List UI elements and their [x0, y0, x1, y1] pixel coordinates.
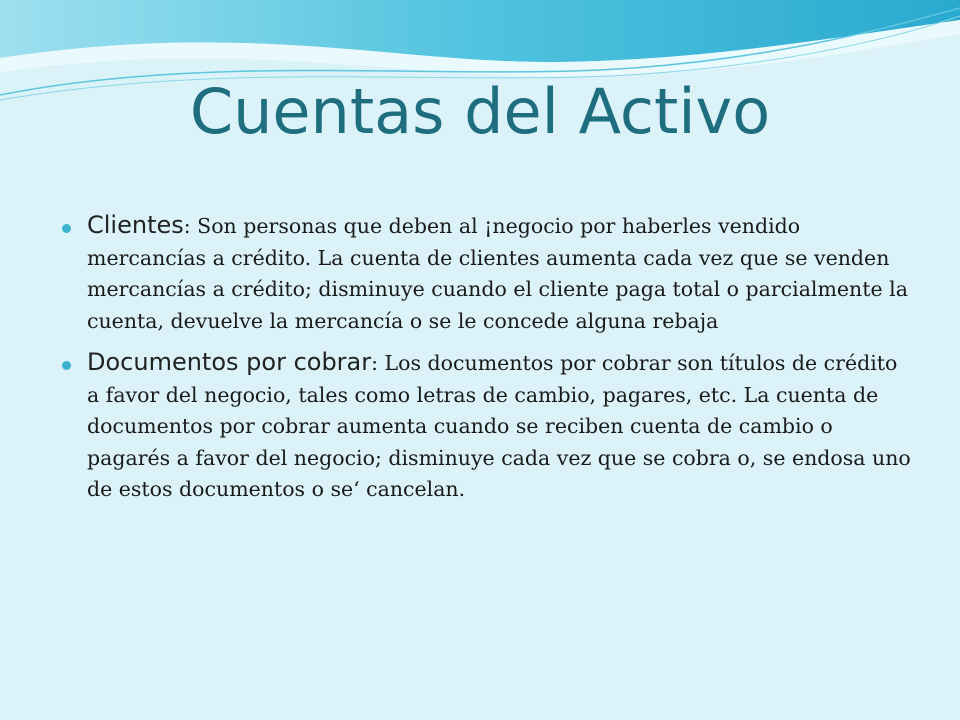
term-label: Clientes — [87, 211, 184, 239]
term-description: : Los documentos por cobrar son títulos de crédito a favor del negocio, tales como letras de cambio, pagares, etc. La cuenta de documentos por cobrar aumenta cuando se reciben cuenta de cambio o pagarés a favor del negocio; disminuye cada vez que se cobra o, se endosa uno de estos documentos o se‘ cancelan. — [87, 351, 911, 501]
term-description: : Son personas que deben al ¡negocio por haberles vendido mercancías a crédito. La cuenta de clientes aumenta cada vez que se venden mercancías a crédito; disminuye cuando el cliente paga total o parcialmente la cuenta, devuelve la mercancía o se le concede alguna rebaja — [87, 214, 908, 333]
slide-title: Cuentas del Activo — [189, 75, 771, 148]
term-label: Documentos por cobrar — [87, 348, 372, 376]
bullet-dot-icon — [62, 361, 71, 370]
bullet-dot-icon — [62, 224, 71, 233]
bullet-item-clientes — [62, 210, 912, 337]
bullet-item-documentos — [62, 347, 912, 506]
bullet-list — [62, 210, 912, 516]
